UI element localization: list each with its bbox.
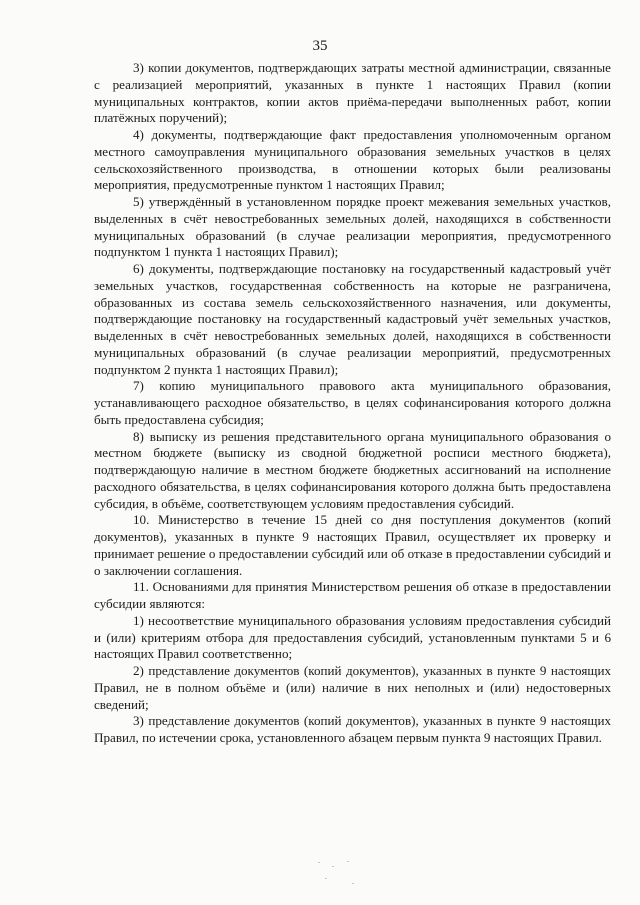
- paragraph-item-5: 5) утверждённый в установленном порядке проект межевания земельных участков, выделенных в счёт невостребованных земельных долей, находящихся в собственности муниципальных образований (в случае реализации мероприятия, предусмотренного подпунктом 1 пункта 1 настоящих Правил);: [94, 194, 611, 260]
- page-number: 35: [312, 38, 328, 54]
- scan-speck: [318, 862, 320, 863]
- document-body: [94, 60, 611, 747]
- scan-speck: [332, 866, 334, 867]
- scan-speck: [325, 878, 327, 879]
- paragraph-reason-2: 2) представление документов (копий документов), указанных в пункте 9 настоящих Правил, не в полном объёме и (или) наличие в них неполных и (или) недостоверных сведений;: [94, 663, 611, 712]
- paragraph-section-10: 10. Министерство в течение 15 дней со дня поступления документов (копий документов), указанных в пункте 9 настоящих Правил, осуществляет их проверку и принимает решение о предоставлении субсидий или об отказе в предоставлении субсидий и о заключении соглашения.: [94, 512, 611, 578]
- paragraph-reason-1: 1) несоответствие муниципального образования условиям предоставления субсидий и (или) критериям отбора для предоставления субсидий, установленным пунктами 5 и 6 настоящих Правил соответственно;: [94, 612, 611, 662]
- scan-speck: [347, 861, 349, 862]
- scan-speck: [352, 883, 354, 884]
- paragraph-item-3: 3) копии документов, подтверждающих затраты местной администрации, связанные с реализацией мероприятий, указанных в пункте 1 настоящих Правил (копии муниципальных контрактов, копии актов приёма-передачи выполненных работ, копии платёжных поручений);: [94, 60, 611, 126]
- paragraph-reason-3: 3) представление документов (копий документов), указанных в пункте 9 настоящих Правил, по истечении срока, установленного абзацем первым пункта 9 настоящих Правил.: [94, 713, 611, 745]
- paragraph-item-4: 4) документы, подтверждающие факт предоставления уполномоченным органом местного самоуправления муниципального образования земельных участков в целях сельскохозяйственного производства, в отношении которых были реализованы мероприятия, предусмотренные пунктом 1 настоящих Правил;: [94, 127, 611, 193]
- paragraph-item-8: 8) выписку из решения представительного органа муниципального образования о местном бюджете (выписку из сводной бюджетной росписи местного бюджета), подтверждающую наличие в местном бюджете бюджетных ассигнований на исполнение расходного обязательства, в целях софинансирования которого должна быть предоставлена субсидия, в объёме, соответствующем условиям предоставления субсидий.: [94, 428, 611, 511]
- paragraph-item-6: 6) документы, подтверждающие постановку на государственный кадастровый учёт земельных участков, государственная собственность на которые не разграничена, образованных из состава земель сельскохозяйственного назначения, или документы, подтверждающие постановку на государственный кадастровый учёт земельных участков, выделенных в счёт невостребованных земельных долей, находящихся в собственности муниципальных образований (в случае реализации мероприятий, предусмотренных подпунктом 2 пункта 1 настоящих Правил);: [94, 261, 611, 377]
- paragraph-section-11: 11. Основаниями для принятия Министерством решения об отказе в предоставлении субсидии являются:: [94, 579, 611, 611]
- paragraph-item-7: 7) копию муниципального правового акта муниципального образования, устанавливающего расходное обязательство, в целях софинансирования которого должна быть предоставлена субсидия;: [94, 378, 611, 427]
